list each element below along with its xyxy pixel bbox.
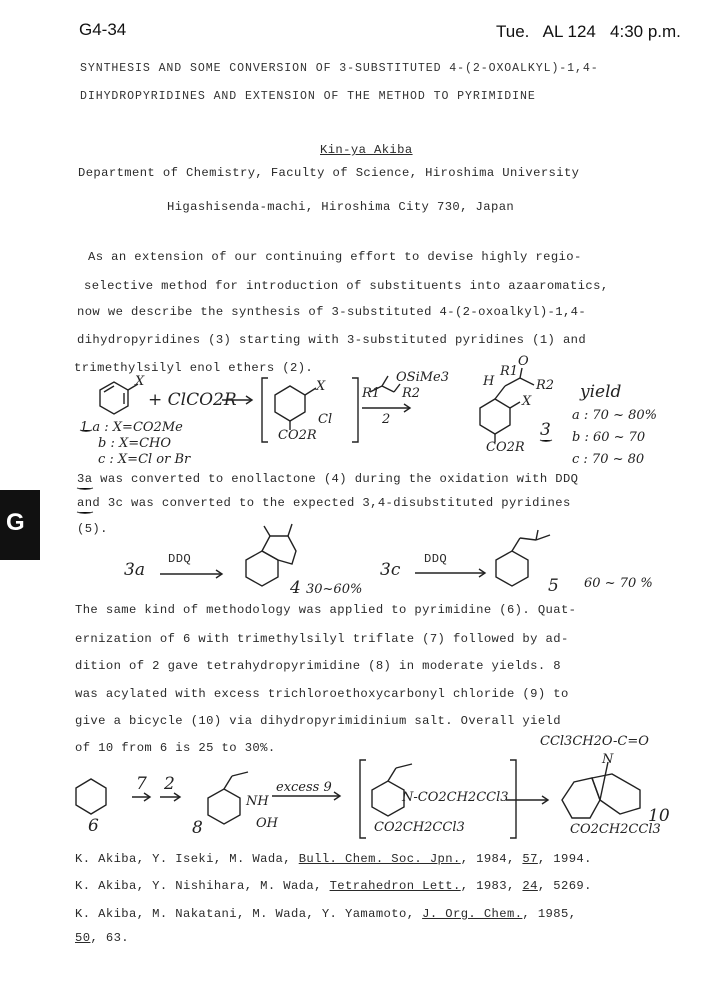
ref3-volume: 50: [75, 931, 91, 945]
disubstituted-pyridine-ring: [496, 551, 528, 586]
para3-line-2: ernization of 6 with trimethylsilyl triflate (7) followed by ad-: [75, 632, 569, 646]
pyridinium-x: X: [316, 379, 326, 394]
ref1-authors: K. Akiba, Y. Iseki, M. Wada,: [75, 852, 299, 866]
ref1-year: , 1984,: [460, 852, 523, 866]
para3-line-5: give a bicycle (10) via dihydropyrimidinium salt. Overall yield: [75, 714, 561, 728]
scheme2-ddq-c: DDQ: [424, 552, 448, 566]
bicycle-n: N: [602, 752, 614, 767]
ref3-authors: K. Akiba, M. Nakatani, M. Wada, Y. Yamamoto,: [75, 907, 423, 921]
chloride-anion: Cl: [318, 412, 333, 427]
product-x: X: [522, 394, 532, 409]
ref2-page: , 5269.: [537, 879, 592, 893]
ref1-page: , 1994.: [537, 852, 592, 866]
para1-line-3: now we describe the synthesis of 3-substituted 4-(2-oxoalkyl)-1,4-: [77, 305, 587, 319]
product-h: H: [483, 374, 495, 389]
ref3-year: , 1985,: [522, 907, 577, 921]
reference-1: [75, 852, 592, 866]
reference-3-cont: [75, 931, 129, 945]
session-info: Tue. AL 124 4:30 p.m.: [496, 22, 681, 41]
ref2-volume: 24: [522, 879, 538, 893]
ref3-page: , 63.: [90, 931, 130, 945]
pyridinium-ring: [275, 386, 305, 421]
yield-5: 60 ~ 70 %: [584, 576, 653, 591]
arrow-reagent-2: 2: [382, 412, 391, 427]
affiliation-line-2: Higashisenda-machi, Hiroshima City 730, Japan: [167, 200, 515, 214]
pyridinium-co2r: CO2R: [278, 428, 317, 443]
para3-line-1: The same kind of methodology was applied to pyrimidine (6). Quat-: [75, 603, 577, 617]
scheme2-start-3a: 3a: [124, 560, 145, 580]
para2-line-3: (5).: [77, 522, 108, 536]
compound-8-label: 8: [192, 818, 203, 838]
yield-4: 30~60%: [306, 582, 363, 597]
reference-2: [75, 879, 592, 893]
scheme2-ddq-a: DDQ: [168, 552, 192, 566]
compound-8-nh: NH: [246, 794, 269, 809]
section-tab-letter: G: [6, 509, 25, 536]
para3-line-3: dition of 2 gave tetrahydropyrimidine (8) in moderate yields. 8: [75, 659, 561, 673]
enol-osime3: OSiMe3: [396, 370, 449, 385]
scheme2-start-3c: 3c: [380, 560, 401, 580]
tetrahydropyrimidine-ring: [208, 789, 240, 824]
ref1-volume: 57: [522, 852, 538, 866]
abstract-code: G4-34: [79, 20, 127, 39]
ref2-year: , 1983,: [460, 879, 523, 893]
yield-a: a : 70 ~ 80%: [572, 408, 657, 423]
compound-1b: b : X=CHO: [98, 436, 172, 451]
pyrimidine-ring: [76, 779, 106, 814]
product-co2r: CO2R: [486, 440, 525, 455]
compound-5-label: 5: [548, 576, 559, 596]
reagent-excess-9: excess 9: [276, 780, 332, 795]
para1-line-5: trimethylsilyl enol ethers (2).: [74, 361, 314, 375]
para2-line-1: 3a was converted to enollactone (4) during the oxidation with DDQ: [77, 472, 579, 486]
compound-4-label: 4: [290, 578, 301, 598]
ref1-journal: Bull. Chem. Soc. Jpn.: [298, 852, 461, 866]
yield-label: yield: [580, 382, 622, 402]
yield-b: b : 60 ~ 70: [572, 430, 646, 445]
compound-1c: c : X=Cl or Br: [98, 452, 191, 467]
para1-line-1: As an extension of our continuing effort to devise highly regio-: [88, 250, 582, 264]
para1-line-2: selective method for introduction of substituents into azaaromatics,: [84, 279, 609, 293]
ref2-authors: K. Akiba, Y. Nishihara, M. Wada,: [75, 879, 330, 893]
bicycle-ring-b: [592, 774, 640, 814]
dihydropyridine-ring: [480, 399, 510, 434]
ref2-journal: Tetrahedron Lett.: [329, 879, 461, 893]
para3-line-6: of 10 from 6 is 25 to 30%.: [75, 741, 276, 755]
reference-3: [75, 907, 576, 921]
compound-6-label: 6: [88, 816, 99, 836]
yield-c: c : 70 ~ 80: [572, 452, 645, 467]
enol-r1: R1: [362, 386, 381, 401]
reagent-7-label: 7: [136, 774, 147, 794]
product-r1: R1: [500, 364, 519, 379]
x-substituent: X: [135, 374, 145, 389]
compound-8-oh: OH: [256, 816, 278, 831]
enol-r2: R2: [402, 386, 421, 401]
product-o: O: [518, 354, 529, 369]
bicycle-troc: CO2CH2CCl3: [570, 822, 661, 837]
reagent-2-label: 2: [164, 774, 175, 794]
enollactone-pyridine-ring: [246, 551, 278, 586]
lactone-ring: [262, 536, 296, 564]
title-line-2: DIHYDROPYRIDINES AND EXTENSION OF THE METHOD TO PYRIMIDINE: [80, 90, 536, 103]
title-line-1: SYNTHESIS AND SOME CONVERSION OF 3-SUBSTITUTED 4-(2-OXOALKYL)-1,4-: [80, 62, 599, 75]
para1-line-4: dihydropyridines (3) starting with 3-substituted pyridines (1) and: [77, 333, 587, 347]
product-r2: R2: [536, 378, 555, 393]
ref3-journal: J. Org. Chem.: [422, 907, 523, 921]
bicycle-troc-top: CCl3CH2O-C=O: [540, 734, 649, 749]
para2-line-2: and 3c was converted to the expected 3,4-disubstituted pyridines: [77, 496, 571, 510]
para3-line-4: was acylated with excess trichloroethoxycarbonyl chloride (9) to: [75, 687, 569, 701]
chloroformate-reagent: + ClCO2R: [148, 390, 237, 410]
salt-n-troc: N-CO2CH2CCl3: [402, 790, 509, 805]
author-name: Kin-ya Akiba: [320, 143, 413, 157]
dihydropyrimidinium-ring: [372, 781, 404, 816]
compound-3-label: 3: [540, 420, 551, 440]
salt-troc: CO2CH2CCl3: [374, 820, 465, 835]
compound-1a: 1 a : X=CO2Me: [80, 420, 183, 435]
compound-10-label: 10: [648, 806, 670, 826]
affiliation-line-1: Department of Chemistry, Faculty of Science, Hiroshima University: [78, 166, 580, 180]
